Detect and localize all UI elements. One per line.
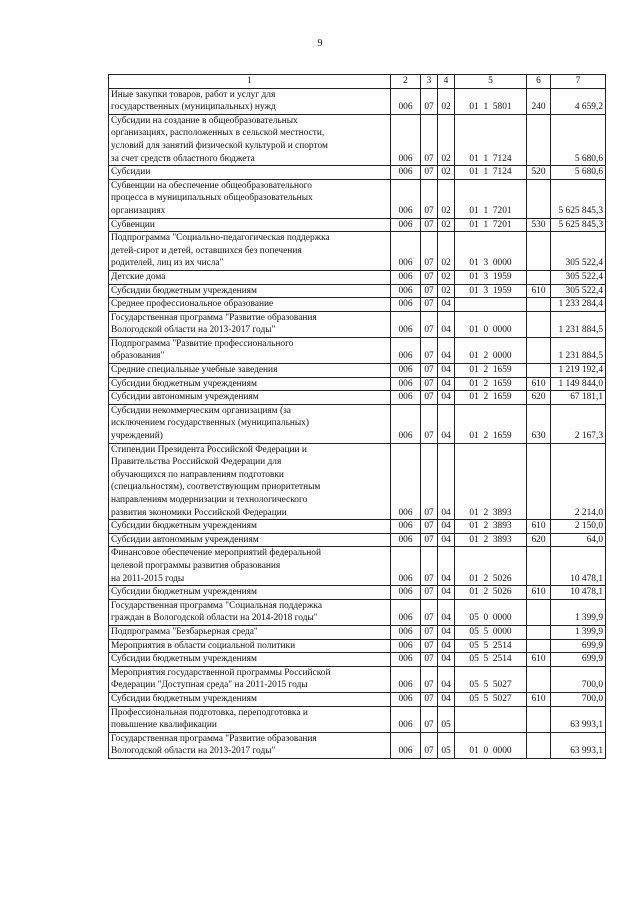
row-name-line: государственных (муниципальных) нужд: [111, 102, 276, 113]
vr-cell: 520: [527, 166, 551, 180]
vr-cell: 620: [527, 533, 551, 547]
sum-cell: 2 167,3: [551, 404, 606, 443]
row-name-cell: [109, 706, 391, 732]
table-row: [109, 218, 606, 232]
rz-cell: 07: [421, 391, 438, 405]
ved-cell: 006: [391, 284, 421, 298]
ved-cell: 006: [391, 586, 421, 600]
pr-cell: 04: [438, 337, 455, 363]
table-row: [109, 166, 606, 180]
pr-cell: 04: [438, 692, 455, 706]
row-name-line: родителей, лиц из их числа": [111, 258, 224, 269]
row-name-cell: [109, 443, 391, 520]
rz-cell: 07: [421, 404, 438, 443]
ved-cell: 006: [391, 666, 421, 692]
row-name-line: Средние специальные учебные заведения: [111, 365, 278, 376]
pr-cell: 04: [438, 599, 455, 625]
rz-cell: 07: [421, 232, 438, 271]
row-name-line: Вологодской области на 2013-2017 годы": [111, 746, 276, 757]
row-name-line: обучающихся по направлениям подготовки: [111, 469, 284, 480]
sum-cell: 700,0: [551, 692, 606, 706]
row-name-line: Субсидии некоммерческим организациям (за: [111, 405, 291, 416]
row-name-cell: [109, 311, 391, 337]
vr-cell: 610: [527, 586, 551, 600]
row-name-line: Субсидии бюджетным учреждениям: [111, 285, 257, 296]
sum-cell: 63 993,1: [551, 706, 606, 732]
row-name-line: Государственная программа "Развитие образования: [111, 733, 317, 744]
table-row: [109, 639, 606, 653]
rz-cell: 07: [421, 270, 438, 284]
rz-cell: 07: [421, 179, 438, 218]
row-name-cell: [109, 404, 391, 443]
sum-cell: 2 150,0: [551, 520, 606, 534]
rz-cell: 07: [421, 377, 438, 391]
table-row: [109, 586, 606, 600]
vr-cell: 610: [527, 692, 551, 706]
rz-cell: 07: [421, 599, 438, 625]
vr-cell: [527, 706, 551, 732]
sum-cell: 1 149 844,0: [551, 377, 606, 391]
budget-table: [108, 74, 606, 759]
row-name-cell: [109, 625, 391, 639]
vr-cell: [527, 666, 551, 692]
rz-cell: 07: [421, 337, 438, 363]
sum-cell: 1 233 284,4: [551, 298, 606, 312]
row-name-line: Среднее профессиональное образование: [111, 299, 274, 310]
row-name-line: организациях: [111, 205, 166, 216]
pr-cell: 04: [438, 391, 455, 405]
row-name-cell: [109, 232, 391, 271]
row-name-line: Финансовое обеспечение мероприятий федеральной: [111, 548, 322, 559]
row-name-line: Субсидии автономным учреждениям: [111, 392, 259, 403]
cs-cell: 01 3 1959: [455, 284, 527, 298]
table-row: [109, 391, 606, 405]
sum-cell: 305 522,4: [551, 284, 606, 298]
table-row: [109, 377, 606, 391]
vr-cell: [527, 364, 551, 378]
sum-cell: 2 214,0: [551, 443, 606, 520]
ved-cell: 006: [391, 179, 421, 218]
sum-cell: 1 399,9: [551, 625, 606, 639]
cs-cell: 05 5 5027: [455, 692, 527, 706]
pr-cell: 04: [438, 311, 455, 337]
cs-cell: 01 2 3893: [455, 443, 527, 520]
table-body: [109, 88, 606, 758]
pr-cell: 04: [438, 520, 455, 534]
ved-cell: 006: [391, 692, 421, 706]
sum-cell: 5 625 845,3: [551, 179, 606, 218]
pr-cell: 02: [438, 88, 455, 114]
pr-cell: 04: [438, 653, 455, 667]
header-cell: 2: [391, 75, 421, 89]
sum-cell: 63 993,1: [551, 732, 606, 758]
vr-cell: [527, 547, 551, 586]
page-number: 9: [317, 38, 323, 49]
row-name-line: Субсидии бюджетным учреждениям: [111, 693, 257, 704]
ved-cell: 006: [391, 625, 421, 639]
rz-cell: 07: [421, 639, 438, 653]
rz-cell: 07: [421, 284, 438, 298]
pr-cell: 04: [438, 547, 455, 586]
rz-cell: 07: [421, 732, 438, 758]
row-name-line: детей-сирот и детей, оставшихся без попечения: [111, 245, 302, 256]
row-name-line: Детские дома: [111, 271, 166, 282]
sum-cell: 10 478,1: [551, 547, 606, 586]
header-cell: 5: [455, 75, 527, 89]
row-name-line: Федерации "Доступная среда" на 2011-2015 годы: [111, 680, 308, 691]
rz-cell: 07: [421, 364, 438, 378]
rz-cell: 07: [421, 586, 438, 600]
row-name-line: развития экономики Российской Федерации: [111, 507, 287, 518]
cs-cell: [455, 298, 527, 312]
row-name-line: Государственная программа "Развитие образования: [111, 312, 317, 323]
vr-cell: 620: [527, 391, 551, 405]
vr-cell: [527, 232, 551, 271]
pr-cell: 05: [438, 732, 455, 758]
row-name-line: условий для занятий физической культурой и спортом: [111, 140, 328, 151]
row-name-cell: [109, 179, 391, 218]
table-row: [109, 653, 606, 667]
row-name-line: Субвенции на обеспечение общеобразовательного: [111, 180, 312, 191]
rz-cell: 07: [421, 166, 438, 180]
vr-cell: [527, 311, 551, 337]
cs-cell: 01 1 7124: [455, 114, 527, 165]
sum-cell: 5 625 845,3: [551, 218, 606, 232]
ved-cell: 006: [391, 547, 421, 586]
cs-cell: 05 5 2514: [455, 653, 527, 667]
row-name-line: Мероприятия государственной программы Российской: [111, 667, 331, 678]
cs-cell: 01 3 0000: [455, 232, 527, 271]
rz-cell: 07: [421, 625, 438, 639]
cs-cell: 01 2 1659: [455, 377, 527, 391]
row-name-line: Правительства Российской Федерации для: [111, 457, 282, 468]
sum-cell: 5 680,6: [551, 114, 606, 165]
pr-cell: 02: [438, 270, 455, 284]
row-name-line: повышение квалификации: [111, 720, 217, 731]
header-cell: 6: [527, 75, 551, 89]
header-cell: 3: [421, 75, 438, 89]
ved-cell: 006: [391, 706, 421, 732]
row-name-line: Субвенции: [111, 219, 155, 230]
row-name-line: Субсидии на создание в общеобразовательных: [111, 115, 298, 126]
row-name-cell: [109, 391, 391, 405]
vr-cell: [527, 270, 551, 284]
vr-cell: [527, 625, 551, 639]
sum-cell: 699,9: [551, 639, 606, 653]
row-name-line: Государственная программа "Социальная поддержка: [111, 600, 323, 611]
table-row: [109, 732, 606, 758]
row-name-cell: [109, 692, 391, 706]
vr-cell: [527, 114, 551, 165]
ved-cell: 006: [391, 218, 421, 232]
ved-cell: 006: [391, 533, 421, 547]
pr-cell: 02: [438, 114, 455, 165]
header-cell: 4: [438, 75, 455, 89]
row-name-line: Субсидии бюджетным учреждениям: [111, 521, 257, 532]
row-name-line: Субсидии бюджетным учреждениям: [111, 654, 257, 665]
row-name-line: Подпрограмма "Социально-педагогическая поддержка: [111, 233, 330, 244]
row-name-cell: [109, 298, 391, 312]
row-name-line: Мероприятия в области социальной политики: [111, 640, 296, 651]
pr-cell: 04: [438, 443, 455, 520]
row-name-cell: [109, 88, 391, 114]
row-name-cell: [109, 533, 391, 547]
cs-cell: 01 2 3893: [455, 533, 527, 547]
row-name-line: целевой программы развития образования: [111, 560, 281, 571]
vr-cell: [527, 179, 551, 218]
pr-cell: 04: [438, 377, 455, 391]
ved-cell: 006: [391, 520, 421, 534]
row-name-cell: [109, 218, 391, 232]
rz-cell: 07: [421, 692, 438, 706]
row-name-line: Подпрограмма "Развитие профессионального: [111, 338, 294, 349]
pr-cell: 02: [438, 179, 455, 218]
cs-cell: 05 5 0000: [455, 625, 527, 639]
ved-cell: 006: [391, 114, 421, 165]
pr-cell: 04: [438, 625, 455, 639]
cs-cell: 01 3 1959: [455, 270, 527, 284]
cs-cell: 01 1 7124: [455, 166, 527, 180]
table-row: [109, 547, 606, 586]
vr-cell: 240: [527, 88, 551, 114]
header-cell: 7: [551, 75, 606, 89]
row-name-line: Стипендии Президента Российской Федерации и: [111, 444, 307, 455]
pr-cell: 02: [438, 284, 455, 298]
cs-cell: 01 1 7201: [455, 179, 527, 218]
rz-cell: 07: [421, 520, 438, 534]
row-name-line: учреждений): [111, 431, 163, 442]
rz-cell: 07: [421, 443, 438, 520]
cs-cell: 01 0 0000: [455, 311, 527, 337]
cs-cell: [455, 706, 527, 732]
ved-cell: 006: [391, 88, 421, 114]
table-row: [109, 404, 606, 443]
rz-cell: 07: [421, 298, 438, 312]
row-name-cell: [109, 364, 391, 378]
ved-cell: 006: [391, 311, 421, 337]
table-row: [109, 666, 606, 692]
pr-cell: 04: [438, 639, 455, 653]
vr-cell: 610: [527, 653, 551, 667]
pr-cell: 04: [438, 298, 455, 312]
rz-cell: 07: [421, 547, 438, 586]
pr-cell: 04: [438, 666, 455, 692]
sum-cell: 5 680,6: [551, 166, 606, 180]
pr-cell: 04: [438, 364, 455, 378]
cs-cell: 01 2 5026: [455, 547, 527, 586]
row-name-line: Субсидии автономным учреждениям: [111, 534, 259, 545]
rz-cell: 07: [421, 653, 438, 667]
vr-cell: 610: [527, 284, 551, 298]
row-name-cell: [109, 732, 391, 758]
pr-cell: 02: [438, 166, 455, 180]
table-row: [109, 364, 606, 378]
rz-cell: 07: [421, 533, 438, 547]
row-name-line: исключением государственных (муниципальных): [111, 418, 309, 429]
sum-cell: 1 231 884,5: [551, 337, 606, 363]
table-row: [109, 625, 606, 639]
ved-cell: 006: [391, 599, 421, 625]
table-header-row: [109, 75, 606, 89]
cs-cell: 05 5 5027: [455, 666, 527, 692]
row-name-cell: [109, 114, 391, 165]
vr-cell: [527, 298, 551, 312]
row-name-line: Субсидии: [111, 167, 151, 178]
rz-cell: 07: [421, 666, 438, 692]
row-name-cell: [109, 377, 391, 391]
table-row: [109, 298, 606, 312]
ved-cell: 006: [391, 404, 421, 443]
ved-cell: 006: [391, 270, 421, 284]
cs-cell: 01 2 5026: [455, 586, 527, 600]
row-name-cell: [109, 284, 391, 298]
cs-cell: 01 2 0000: [455, 337, 527, 363]
row-name-line: за счет средств областного бюджета: [111, 153, 255, 164]
vr-cell: 630: [527, 404, 551, 443]
sum-cell: 700,0: [551, 666, 606, 692]
rz-cell: 07: [421, 311, 438, 337]
table-row: [109, 179, 606, 218]
sum-cell: 1 399,9: [551, 599, 606, 625]
table-row: [109, 337, 606, 363]
rz-cell: 07: [421, 706, 438, 732]
sum-cell: 67 181,1: [551, 391, 606, 405]
vr-cell: 610: [527, 520, 551, 534]
vr-cell: 610: [527, 377, 551, 391]
header-cell: 1: [109, 75, 391, 89]
sum-cell: 64,0: [551, 533, 606, 547]
row-name-line: Иные закупки товаров, работ и услуг для: [111, 89, 276, 100]
vr-cell: [527, 639, 551, 653]
table-row: [109, 443, 606, 520]
row-name-line: Субсидии бюджетным учреждениям: [111, 378, 257, 389]
cs-cell: 01 2 1659: [455, 404, 527, 443]
row-name-line: граждан в Вологодской области на 2014-2018 годы": [111, 613, 318, 624]
sum-cell: 1 231 884,5: [551, 311, 606, 337]
row-name-line: Подпрограмма "Безбарьерная среда": [111, 626, 258, 637]
row-name-cell: [109, 599, 391, 625]
cs-cell: 01 2 1659: [455, 391, 527, 405]
cs-cell: 01 0 0000: [455, 732, 527, 758]
cs-cell: 01 2 3893: [455, 520, 527, 534]
table-row: [109, 270, 606, 284]
table-row: [109, 114, 606, 165]
table-row: [109, 232, 606, 271]
row-name-cell: [109, 337, 391, 363]
row-name-cell: [109, 520, 391, 534]
ved-cell: 006: [391, 298, 421, 312]
vr-cell: [527, 443, 551, 520]
pr-cell: 05: [438, 706, 455, 732]
row-name-cell: [109, 166, 391, 180]
vr-cell: 530: [527, 218, 551, 232]
pr-cell: 04: [438, 533, 455, 547]
table-row: [109, 284, 606, 298]
ved-cell: 006: [391, 639, 421, 653]
pr-cell: 04: [438, 586, 455, 600]
sum-cell: 305 522,4: [551, 232, 606, 271]
table-row: [109, 88, 606, 114]
row-name-line: Субсидии бюджетным учреждениям: [111, 587, 257, 598]
ved-cell: 006: [391, 653, 421, 667]
cs-cell: 01 2 1659: [455, 364, 527, 378]
table-row: [109, 311, 606, 337]
ved-cell: 006: [391, 377, 421, 391]
row-name-cell: [109, 653, 391, 667]
row-name-line: образования": [111, 351, 165, 362]
vr-cell: [527, 732, 551, 758]
row-name-cell: [109, 270, 391, 284]
ved-cell: 006: [391, 732, 421, 758]
ved-cell: 006: [391, 166, 421, 180]
cs-cell: 01 1 5801: [455, 88, 527, 114]
rz-cell: 07: [421, 114, 438, 165]
vr-cell: [527, 599, 551, 625]
row-name-cell: [109, 586, 391, 600]
ved-cell: 006: [391, 391, 421, 405]
table-row: [109, 706, 606, 732]
sum-cell: 1 219 192,4: [551, 364, 606, 378]
rz-cell: 07: [421, 88, 438, 114]
ved-cell: 006: [391, 443, 421, 520]
vr-cell: [527, 337, 551, 363]
row-name-line: Вологодской области на 2013-2017 годы": [111, 325, 276, 336]
row-name-line: (специальностям), соответствующим приоритетным: [111, 482, 321, 493]
table-row: [109, 533, 606, 547]
ved-cell: 006: [391, 232, 421, 271]
sum-cell: 699,9: [551, 653, 606, 667]
pr-cell: 04: [438, 404, 455, 443]
row-name-cell: [109, 547, 391, 586]
sum-cell: 4 659,2: [551, 88, 606, 114]
rz-cell: 07: [421, 218, 438, 232]
row-name-line: Профессиональная подготовка, переподготовка и: [111, 707, 308, 718]
pr-cell: 02: [438, 232, 455, 271]
row-name-line: процесса в муниципальных общеобразовательных: [111, 193, 313, 204]
row-name-cell: [109, 639, 391, 653]
ved-cell: 006: [391, 337, 421, 363]
cs-cell: 01 1 7201: [455, 218, 527, 232]
table-row: [109, 599, 606, 625]
ved-cell: 006: [391, 364, 421, 378]
row-name-line: на 2011-2015 годы: [111, 573, 185, 584]
table-row: [109, 692, 606, 706]
sum-cell: 10 478,1: [551, 586, 606, 600]
cs-cell: 05 5 2514: [455, 639, 527, 653]
row-name-line: направлениям модернизации и технологического: [111, 495, 308, 505]
cs-cell: 05 0 0000: [455, 599, 527, 625]
row-name-line: организациях, расположенных в сельской местности,: [111, 128, 325, 139]
table-row: [109, 520, 606, 534]
row-name-cell: [109, 666, 391, 692]
pr-cell: 02: [438, 218, 455, 232]
sum-cell: 305 522,4: [551, 270, 606, 284]
